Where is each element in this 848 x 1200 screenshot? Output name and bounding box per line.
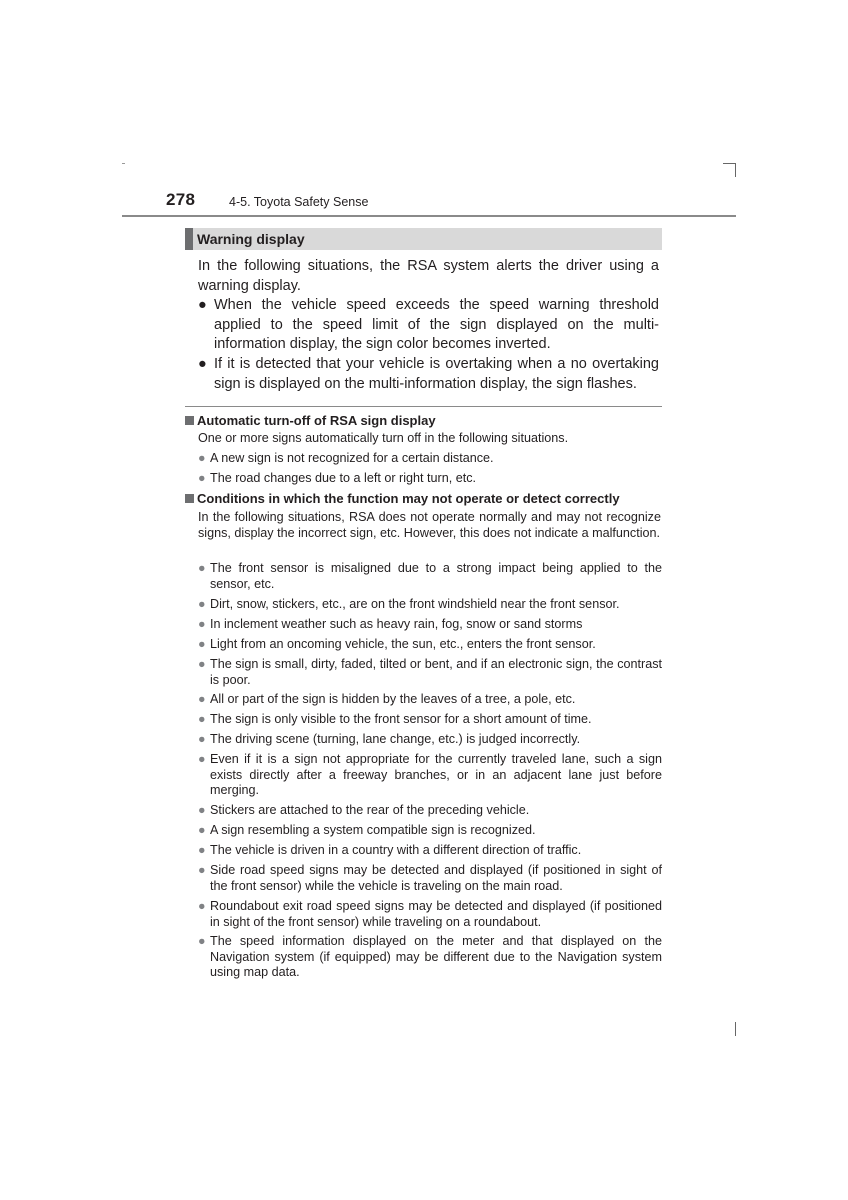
bullet-text: Light from an oncoming vehicle, the sun, etc., enters the front sensor. — [210, 637, 596, 651]
list-item — [198, 934, 662, 981]
bullet-dot: ● — [198, 471, 206, 485]
bullet-text: The vehicle is driven in a country with a different direction of traffic. — [210, 843, 582, 857]
bullet-text: The speed information displayed on the meter and that displayed on the Navigation system (if equipped) may be different due to the Navigation system using map data. — [210, 934, 662, 980]
section-divider — [185, 406, 662, 407]
bullet-dot: ● — [198, 617, 206, 631]
bullet-text: Dirt, snow, stickers, etc., are on the front windshield near the front sensor. — [210, 597, 620, 611]
bullet-dot: ● — [198, 752, 206, 766]
auto-turnoff-heading-text: Automatic turn-off of RSA sign display — [197, 413, 436, 428]
list-item — [198, 823, 662, 839]
bullet-dot: ● — [198, 899, 206, 913]
bullet-dot: ● — [198, 297, 207, 313]
list-item — [198, 899, 662, 930]
conditions-intro: In the following situations, RSA does not operate normally and may not recognize signs, display the incorrect sign, etc. However, this does not indicate a malfunction. — [198, 510, 661, 540]
conditions-heading-text: Conditions in which the function may not operate or detect correctly — [197, 491, 620, 506]
bullet-text: The driving scene (turning, lane change, etc.) is judged incorrectly. — [210, 732, 581, 746]
square-marker-icon — [185, 416, 194, 425]
header-divider — [122, 215, 736, 217]
bullet-text: A new sign is not recognized for a certain distance. — [210, 451, 494, 465]
bullet-text: The road changes due to a left or right turn, etc. — [210, 471, 477, 485]
bullet-dot: ● — [198, 712, 206, 726]
bullet-dot: ● — [198, 692, 206, 706]
auto-turnoff-heading — [185, 413, 436, 428]
bullet-text: In inclement weather such as heavy rain, fog, snow or sand storms — [210, 617, 583, 631]
warning-bullet-1 — [198, 296, 659, 355]
list-item — [198, 597, 662, 613]
bullet-dot: ● — [198, 803, 206, 817]
list-item — [198, 451, 662, 467]
list-item — [198, 561, 662, 592]
bullet-dot: ● — [198, 597, 206, 611]
bullet-text: The sign is only visible to the front sensor for a short amount of time. — [210, 712, 592, 726]
list-item — [198, 617, 662, 633]
list-item — [198, 732, 662, 748]
bullet-text: Stickers are attached to the rear of the preceding vehicle. — [210, 803, 530, 817]
crop-mark-top-right-vertical — [735, 163, 736, 177]
list-item — [198, 692, 662, 708]
bullet-dot: ● — [198, 843, 206, 857]
warning-display-intro: In the following situations, the RSA system alerts the driver using a warning display. — [198, 258, 659, 294]
bullet-text: Even if it is a sign not appropriate for the currently traveled lane, such a sign exists directly after a freeway branches, or in an adjacent lane just before merging. — [210, 752, 662, 798]
bullet-text: If it is detected that your vehicle is overtaking when a no overtaking sign is displayed on the multi-information display, the sign flashes. — [214, 356, 659, 392]
warning-display-title: Warning display — [197, 231, 305, 247]
bullet-text: Side road speed signs may be detected and displayed (if positioned in sight of the front sensor) while the vehicle is traveling on the main road. — [210, 863, 662, 893]
bullet-dot: ● — [198, 637, 206, 651]
list-item — [198, 471, 662, 487]
bullet-dot: ● — [198, 863, 206, 877]
page-number: 278 — [166, 190, 196, 209]
auto-turnoff-intro: One or more signs automatically turn off in the following situations. — [198, 431, 569, 445]
bullet-text: The front sensor is misaligned due to a strong impact being applied to the sensor, etc. — [210, 561, 662, 591]
warning-display-heading-bar — [185, 228, 662, 250]
bullet-dot: ● — [198, 356, 207, 372]
list-item — [198, 752, 662, 799]
crop-mark-top-left — [122, 163, 125, 164]
bullet-dot: ● — [198, 561, 206, 575]
conditions-heading — [185, 491, 620, 506]
warning-bullet-2 — [198, 355, 659, 394]
list-item — [198, 803, 662, 819]
bullet-dot: ● — [198, 451, 206, 465]
bullet-text: A sign resembling a system compatible sign is recognized. — [210, 823, 536, 837]
bullet-text: The sign is small, dirty, faded, tilted or bent, and if an electronic sign, the contrast is poor. — [210, 657, 662, 687]
bullet-text: When the vehicle speed exceeds the speed warning threshold applied to the speed limit of the sign displayed on the multi-information display, the sign color becomes inverted. — [214, 297, 659, 352]
list-item — [198, 843, 662, 859]
bullet-text: All or part of the sign is hidden by the leaves of a tree, a pole, etc. — [210, 692, 576, 706]
list-item — [198, 863, 662, 894]
bullet-dot: ● — [198, 934, 206, 948]
list-item — [198, 712, 662, 728]
list-item — [198, 637, 662, 653]
list-item — [198, 657, 662, 688]
crop-mark-bottom-right — [735, 1022, 736, 1036]
heading-marker — [185, 228, 193, 250]
bullet-dot: ● — [198, 657, 206, 671]
bullet-text: Roundabout exit road speed signs may be detected and displayed (if positioned in sight of the front sensor) while traveling on a roundabout. — [210, 899, 662, 929]
chapter-title: 4-5. Toyota Safety Sense — [229, 195, 369, 209]
square-marker-icon — [185, 494, 194, 503]
bullet-dot: ● — [198, 823, 206, 837]
bullet-dot: ● — [198, 732, 206, 746]
